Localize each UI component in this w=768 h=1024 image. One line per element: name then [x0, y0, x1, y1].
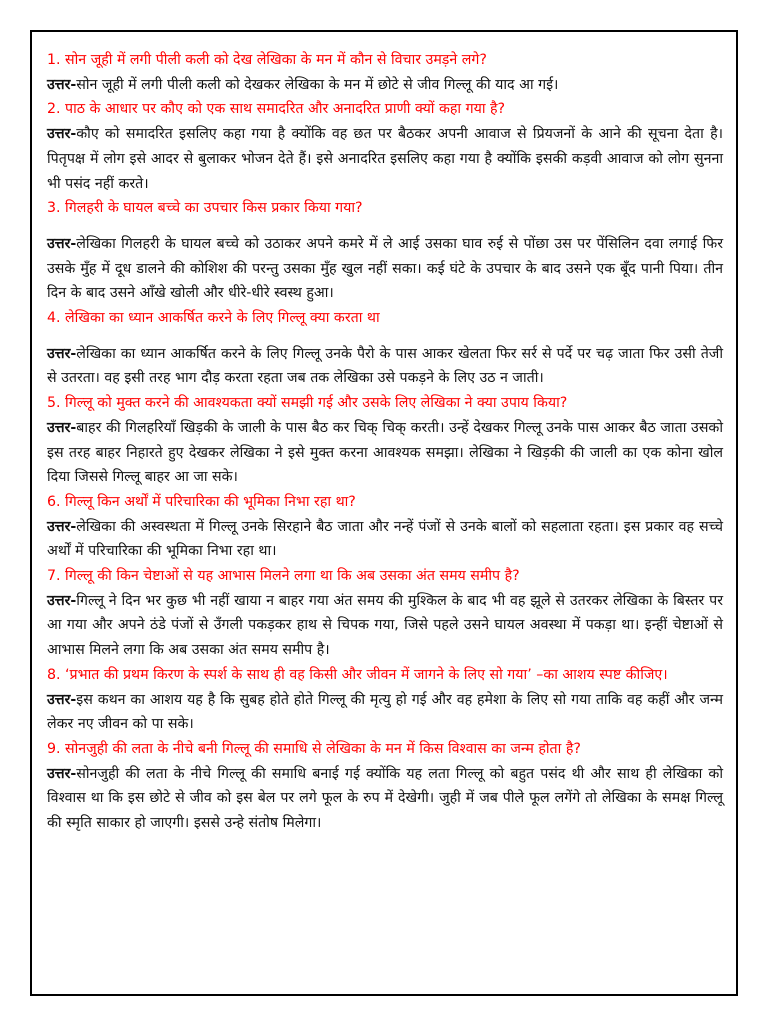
question-8: 8. ‘प्रभात की प्रथम किरण के स्पर्श के साथ ही वह किसी और जीवन में जागने के लिए सो गया’ –का आशय स्पष्ट कीजिए। [47, 666, 668, 683]
answer-label: उत्तर- [47, 691, 77, 708]
answer-6 [47, 515, 723, 564]
answer-label: उत्तर- [47, 235, 77, 252]
answer-label: उत्तर- [47, 518, 77, 535]
answer-label: उत्तर- [47, 126, 77, 143]
answer-text: लेखिका गिलहरी के घायल बच्चे को उठाकर अपने कमरे में ले आई उसका घाव रुई से पोंछा उस पर पेंसिलिन दवा लगाई फिर उसके मुँह में दूध डालने की कोशिश की परन्तु उसका मुँह खुल नहीं सका। कई घंटे के उपचार के बाद उसने एक बूँद पानी पिया। तीन दिन के बाद उसने आँखे खोली और धीरे-धीरे स्वस्थ हुआ। [47, 235, 723, 302]
answer-label: उत्तर- [47, 345, 77, 362]
answer-label: उत्तर- [47, 76, 77, 93]
answer-text: सोन जूही में लगी पीली कली को देखकर लेखिका के मन में छोटे से जीव गिल्लू की याद आ गई। [76, 76, 559, 93]
question-5: 5. गिल्लू को मुक्त करने की आवश्यकता क्यों समझी गई और उसके लिए लेखिका ने क्या उपाय किया? [47, 395, 568, 412]
question-2: 2. पाठ के आधार पर कौए को एक साथ समादरित और अनादरित प्राणी क्यों कहा गया है? [47, 101, 506, 118]
question-1: 1. सोन जूही में लगी पीली कली को देख लेखिका के मन में कौन से विचार उमड़ने लगे? [47, 52, 487, 68]
answer-9 [47, 762, 723, 836]
question-6: 6. गिल्लू किन अर्थों में परिचारिका की भूमिका निभा रहा था? [47, 493, 356, 510]
answer-text: इस कथन का आशय यह है कि सुबह होते होते गिल्लू की मृत्यु हो गई और वह हमेशा के लिए सो गया ताकि वह कहीं और जन्म लेकर नए जीवन को पा सके। [47, 691, 723, 733]
answer-text: लेखिका का ध्यान आकर्षित करने के लिए गिल्लू उनके पैरो के पास आकर खेलता फिर सर्र से पर्दे पर चढ़ जाता फिर उसी तेजी से उतरता। वह इसी तरह भाग दौड़ करता रहता जब तक लेखिका उसे पकड़ने के लिए उठ न जाती। [47, 345, 723, 387]
answer-2 [47, 122, 723, 196]
question-3: 3. गिलहरी के घायल बच्चे का उपचार किस प्रकार किया गया? [47, 200, 363, 217]
page-border [30, 30, 738, 996]
answer-text: सोनजुही की लता के नीचे गिल्लू की समाधि बनाई गई क्योंकि यह लता गिल्लू को बहुत पसंद थी और साथ ही लेखिका को विश्वास था कि इस छोटे से जीव को इस बेल पर लगे फूल के रुप में देखेगी। जुही में जब पीले फूल लगेंगे तो लेखिका के समक्ष गिल्लू की स्मृति साकार हो जाएगी। इससे उन्हे संतोष मिलेगा। [47, 765, 723, 832]
answer-4 [47, 342, 723, 391]
answer-label: उत्तर- [47, 592, 77, 609]
answer-8 [47, 688, 723, 737]
answer-text: गिल्लू ने दिन भर कुछ भी नहीं खाया न बाहर गया अंत समय की मुश्किल के बाद भी वह झूले से उतरकर लेखिका के बिस्तर पर आ गया और अपने ठंडे पंजों से उँगली पकड़कर हाथ से चिपक गया, जिसे पहले उसने घायल अवस्था में पकड़ा था। इन्हीं चेष्टाओं से आभास मिलने लगा कि अब उसका अंत समय समीप है। [47, 592, 723, 659]
answer-7 [47, 589, 723, 663]
qa-document [47, 48, 723, 836]
question-9: 9. सोनजुही की लता के नीचे बनी गिल्लू की समाधि से लेखिका के मन में किस विश्वास का जन्म होता है? [47, 740, 581, 757]
answer-text: बाहर की गिलहरियाँ खिड़की के जाली के पास बैठ कर चिक् चिक् करती। उन्हें देखकर गिल्लू उनके पास आकर बैठ जाता उसको इस तरह बाहर निहारते हुए देखकर लेखिका ने इसे मुक्त करना आवश्यक समझा। लेखिका ने खिड़की की जाली का एक कोना खोल दिया जिससे गिल्लू बाहर आ जा सके। [47, 419, 723, 486]
answer-text: लेखिका की अस्वस्थता में गिल्लू उनके सिरहाने बैठ जाता और नन्हें पंजों से उनके बालों को सहलाता रहता। इस प्रकार वह सच्चे अर्थों में परिचारिका की भूमिका निभा रहा था। [47, 518, 723, 560]
question-4: 4. लेखिका का ध्यान आकर्षित करने के लिए गिल्लू क्या करता था [47, 310, 380, 327]
answer-label: उत्तर- [47, 765, 77, 782]
question-7: 7. गिल्लू की किन चेष्टाओं से यह आभास मिलने लगा था कि अब उसका अंत समय समीप है? [47, 568, 520, 585]
answer-5 [47, 416, 723, 490]
answer-1 [47, 73, 723, 98]
answer-3 [47, 232, 723, 306]
answer-text: कौए को समादरित इसलिए कहा गया है क्योंकि वह छत पर बैठकर अपनी आवाज से प्रियजनों के आने की सूचना देता है। पितृपक्ष में लोग इसे आदर से बुलाकर भोजन देते हैं। इसे अनादरित इसलिए कहा गया है क्योंकि इसकी कड़वी आवाज को लोग सुनना भी पसंद नहीं करते। [47, 126, 723, 192]
answer-label: उत्तर- [47, 419, 77, 436]
